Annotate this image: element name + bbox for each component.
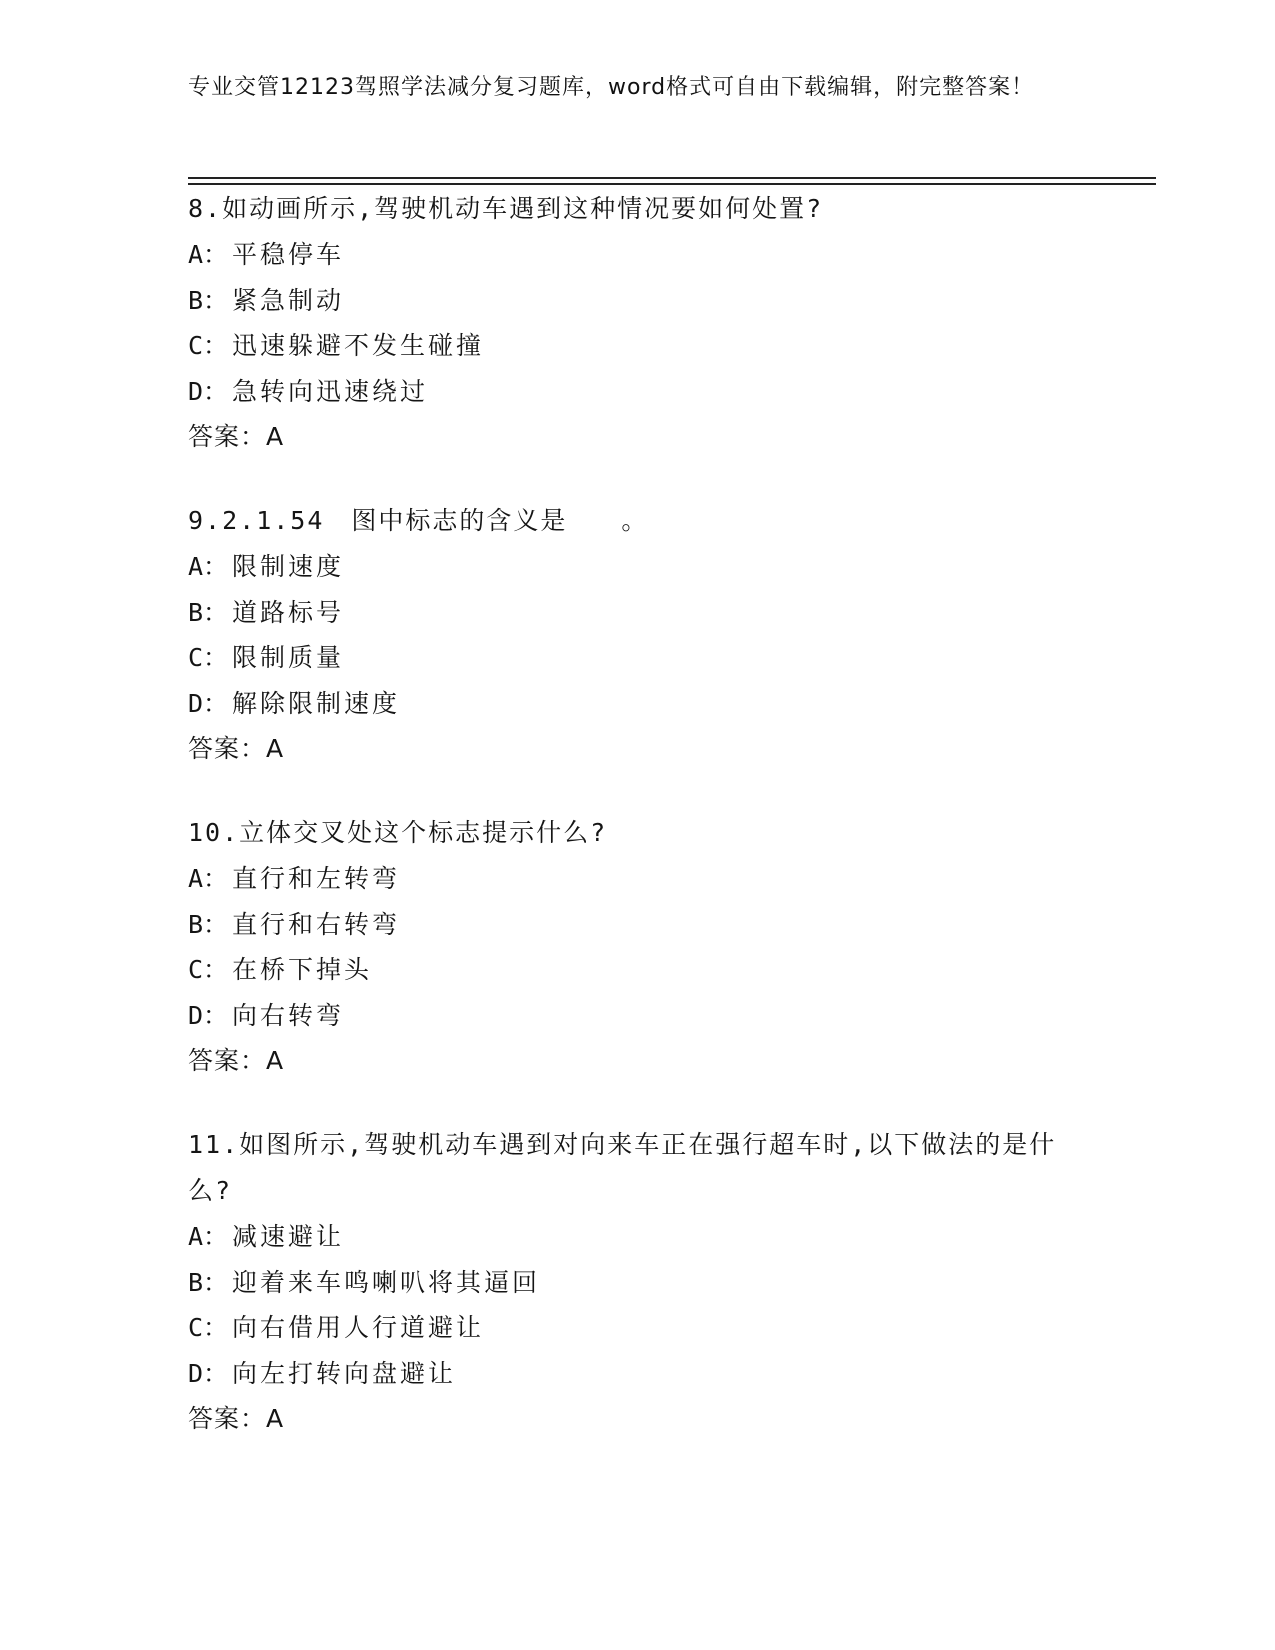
option-letter: D： [188, 1000, 229, 1030]
question-title: 8.如动画所示,驾驶机动车遇到这种情况要如何处置? [188, 194, 824, 223]
option-letter: D： [188, 688, 229, 718]
question-8 [188, 186, 1088, 460]
option-a [188, 232, 1088, 278]
option-letter: B： [188, 285, 229, 315]
option-text: 平稳停车 [232, 240, 345, 269]
option-text: 直行和右转弯 [232, 909, 401, 939]
answer: 答案：A [188, 422, 285, 451]
question-9 [188, 498, 1088, 772]
option-b [188, 590, 1088, 636]
option-letter: D： [188, 376, 229, 406]
option-letter: B： [188, 1267, 229, 1297]
option-text: 迅速躲避不发生碰撞 [232, 331, 485, 360]
option-b [188, 278, 1088, 324]
option-letter: D： [188, 1358, 229, 1388]
option-b [188, 902, 1088, 948]
option-letter: A： [188, 240, 229, 269]
question-title: 11.如图所示,驾驶机动车遇到对向来车正在强行超车时,以下做法的是什么? [188, 1130, 1057, 1205]
option-letter: C： [188, 643, 229, 672]
option-text: 限制速度 [232, 552, 345, 581]
header-divider-bottom [188, 183, 1156, 185]
answer: 答案：A [188, 1404, 285, 1433]
question-10 [188, 810, 1088, 1084]
option-c [188, 947, 1088, 993]
option-c [188, 635, 1088, 681]
option-text: 迎着来车鸣喇叭将其逼回 [232, 1267, 541, 1297]
option-text: 道路标号 [232, 597, 345, 627]
option-text: 向右转弯 [232, 1000, 345, 1030]
option-text: 向左打转向盘避让 [232, 1358, 457, 1388]
option-a [188, 856, 1088, 902]
option-text: 紧急制动 [232, 285, 345, 315]
option-letter: A： [188, 864, 229, 893]
question-11 [188, 1122, 1088, 1442]
option-c [188, 1305, 1088, 1351]
option-d [188, 369, 1088, 415]
option-text: 直行和左转弯 [232, 864, 401, 893]
option-text: 在桥下掉头 [232, 955, 373, 984]
question-title: 9.2.1.54 图中标志的含义是 。 [188, 506, 649, 535]
option-letter: B： [188, 909, 229, 939]
option-text: 解除限制速度 [232, 688, 401, 718]
question-title: 10.立体交叉处这个标志提示什么? [188, 818, 608, 847]
answer: 答案：A [188, 734, 285, 763]
option-a [188, 544, 1088, 590]
option-text: 向右借用人行道避让 [232, 1313, 485, 1342]
option-a [188, 1214, 1088, 1260]
option-text: 限制质量 [232, 643, 345, 672]
option-text: 减速避让 [232, 1222, 345, 1251]
answer: 答案：A [188, 1046, 285, 1075]
option-letter: C： [188, 331, 229, 360]
option-text: 急转向迅速绕过 [232, 376, 429, 406]
option-d [188, 993, 1088, 1039]
option-d [188, 681, 1088, 727]
option-letter: C： [188, 955, 229, 984]
option-c [188, 323, 1088, 369]
option-letter: B： [188, 597, 229, 627]
option-letter: A： [188, 552, 229, 581]
option-b [188, 1260, 1088, 1306]
option-letter: A： [188, 1222, 229, 1251]
document-header: 专业交管12123驾照学法减分复习题库，word格式可自由下载编辑，附完整答案！ [188, 75, 1035, 100]
option-letter: C： [188, 1313, 229, 1342]
option-d [188, 1351, 1088, 1397]
header-divider-top [188, 177, 1156, 179]
